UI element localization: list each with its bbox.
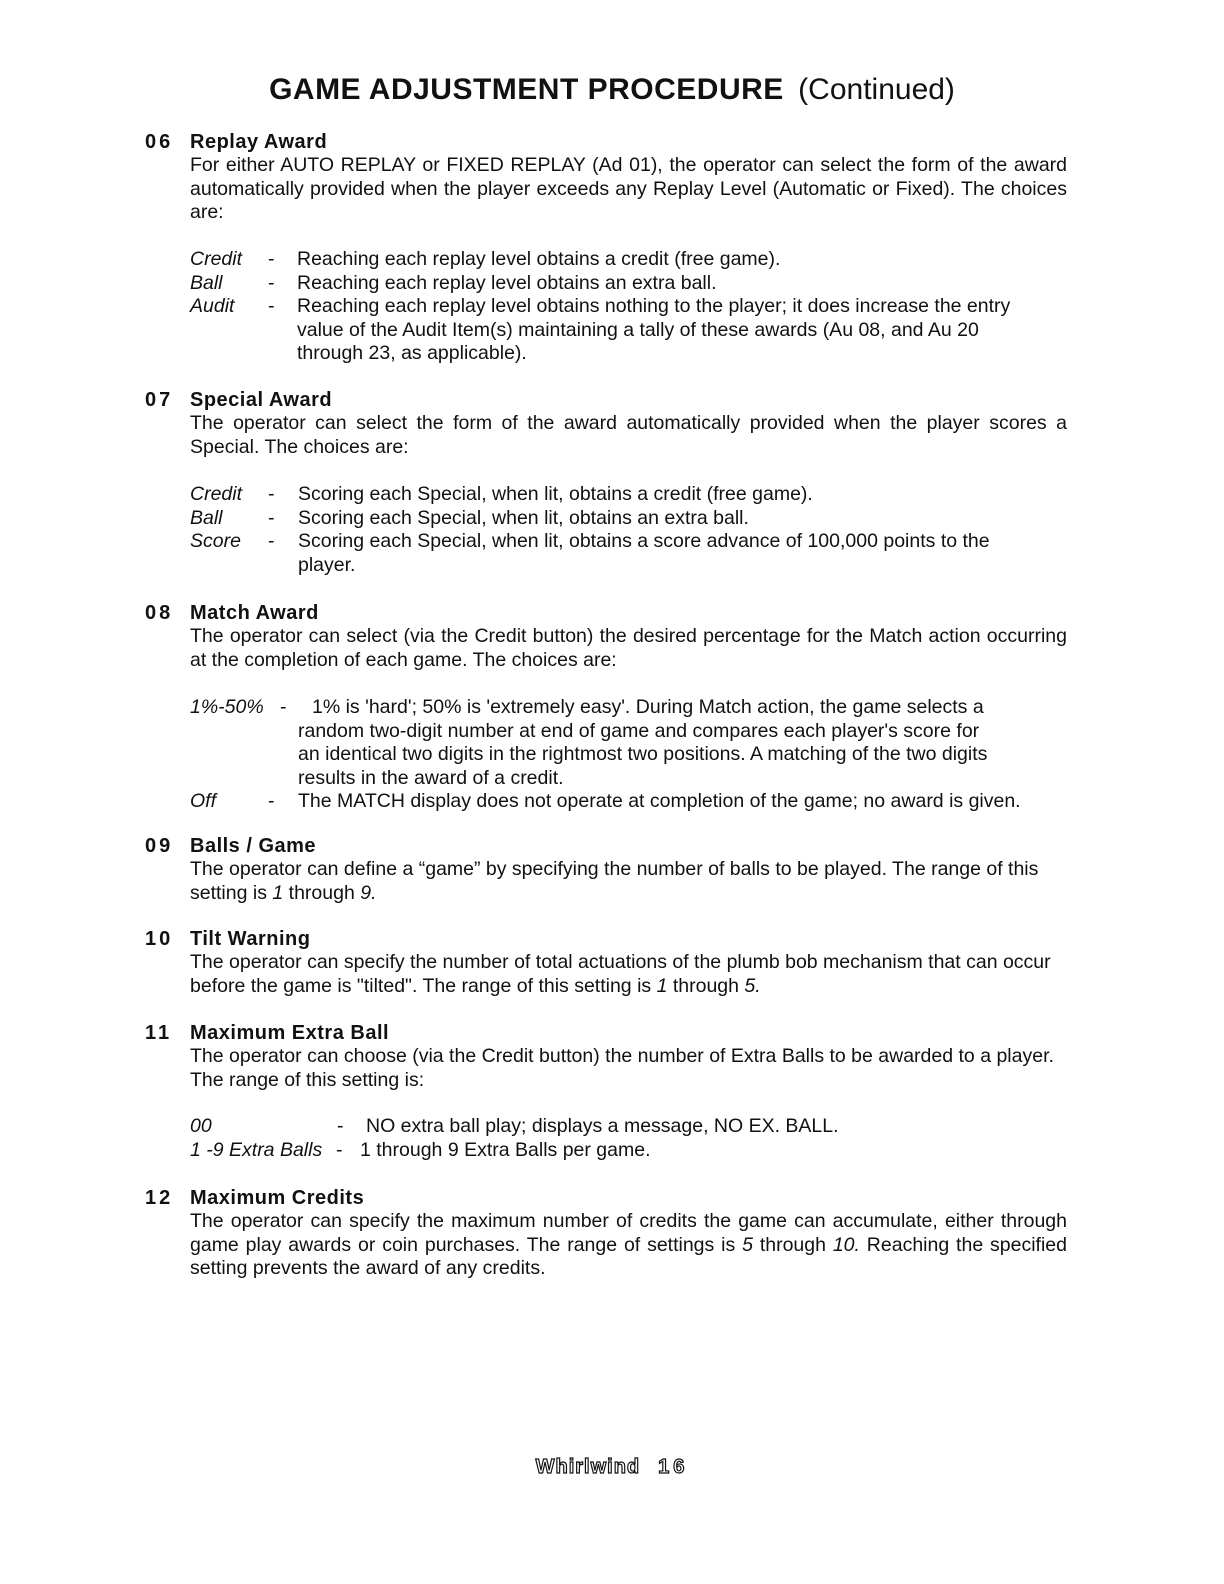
choices-list xyxy=(190,483,1050,577)
choice-item xyxy=(190,248,1050,272)
choice-description: 1% is 'hard'; 50% is 'extremely easy'. During Match action, the game selects a random two-digit number at end of game and compares each player's score for an identical two digits in the rightmost two positions. A matching of the two digits results in the award of a credit. xyxy=(298,696,988,789)
choice-label: 1%-50% xyxy=(190,696,264,718)
choice-description: Reaching each replay level obtains a credit (free game). xyxy=(297,248,781,270)
choice-dash: - xyxy=(336,1138,343,1161)
section-number: 08 xyxy=(145,602,174,624)
description-text: The operator can define a “game” by specifying the number of balls to be played. The range of this setting is xyxy=(190,858,1039,904)
section-description xyxy=(190,1210,1067,1281)
page-footer xyxy=(0,1456,1224,1479)
choice-description: 1 through 9 Extra Balls per game. xyxy=(360,1138,651,1161)
section-description: The operator can choose (via the Credit button) the number of Extra Balls to be awarded to a player. The range of this setting is: xyxy=(190,1045,1054,1091)
section-title: Maximum Credits xyxy=(190,1187,365,1209)
choice-label: Off xyxy=(190,790,217,812)
range-max: 9. xyxy=(360,881,377,904)
choice-label: Credit xyxy=(190,248,243,270)
choice-dash: - xyxy=(268,271,275,294)
choice-dash: - xyxy=(268,530,275,552)
choice-label: 1 -9 Extra Balls xyxy=(190,1138,323,1161)
description-text: The operator can specify the number of total actuations of the plumb bob mechanism that can occur before the game is "tilted". The range of this setting is xyxy=(190,951,1051,997)
choice-dash: - xyxy=(337,1115,344,1137)
choice-description: Scoring each Special, when lit, obtains an extra ball. xyxy=(298,506,749,529)
section-number: 09 xyxy=(145,835,174,857)
page-title-main: GAME ADJUSTMENT PROCEDURE xyxy=(269,73,784,106)
choice-label: Ball xyxy=(190,506,223,529)
choice-item xyxy=(190,295,1050,366)
section-description: The operator can select (via the Credit button) the desired percentage for the Match action occurring at the completion of each game. The choices are: xyxy=(190,625,1067,671)
choice-dash: - xyxy=(280,696,287,718)
choice-item xyxy=(190,272,1050,296)
choice-item xyxy=(190,1115,1050,1139)
choice-description: Scoring each Special, when lit, obtains a score advance of 100,000 points to the player. xyxy=(298,530,990,576)
section-number: 11 xyxy=(145,1022,173,1044)
footer-game-name: Whirlwind xyxy=(535,1456,641,1478)
section-title: Balls / Game xyxy=(190,835,317,857)
section-number: 07 xyxy=(145,389,174,411)
choice-item xyxy=(190,483,1050,507)
section-description xyxy=(190,858,1067,905)
section-number: 10 xyxy=(145,928,174,950)
choice-dash: - xyxy=(268,483,275,505)
range-max: 5. xyxy=(744,974,761,997)
section-description: The operator can select the form of the award automatically provided when the player scores a Special. The choices are: xyxy=(190,412,1067,458)
description-text: through xyxy=(752,1233,833,1256)
section-title: Tilt Warning xyxy=(190,928,311,950)
choice-dash: - xyxy=(268,248,275,270)
page-title-continued: (Continued) xyxy=(798,73,955,106)
section-number: 06 xyxy=(145,131,174,153)
page-title xyxy=(0,70,1224,110)
section-title: Maximum Extra Ball xyxy=(190,1022,390,1044)
description-text: Reaching the specified setting prevents the award of any credits. xyxy=(190,1233,1067,1279)
choice-item xyxy=(190,696,1050,790)
description-text: The operator can specify the maximum number of credits the game can accumulate, either through game play awards or coin purchases. The range of settings is xyxy=(190,1210,1067,1256)
description-text: through xyxy=(283,881,361,904)
choice-item xyxy=(190,790,1050,814)
choices-list xyxy=(190,248,1050,366)
choice-label: Score xyxy=(190,530,241,552)
choice-item xyxy=(190,507,1050,531)
choice-item xyxy=(190,530,1050,577)
choices-list xyxy=(190,1115,1050,1162)
choice-description: Reaching each replay level obtains nothing to the player; it does increase the entry value of the Audit Item(s) maintaining a tally of these awards (Au 08, and Au 20 through 23, as applicable). xyxy=(297,295,1011,364)
choice-dash: - xyxy=(268,295,275,317)
section-title: Match Award xyxy=(190,602,319,624)
description-text: through xyxy=(667,974,745,997)
page-number: 16 xyxy=(658,1456,689,1478)
section-title: Special Award xyxy=(190,389,333,411)
choices-list xyxy=(190,696,1050,814)
range-max: 10. xyxy=(832,1233,860,1256)
section-title: Replay Award xyxy=(190,131,328,153)
section-number: 12 xyxy=(145,1187,174,1209)
choice-item xyxy=(190,1139,1050,1163)
section-description xyxy=(190,951,1067,998)
range-min: 1 xyxy=(656,974,668,997)
section-description: For either AUTO REPLAY or FIXED REPLAY (Ad 01), the operator can select the form of the award automatically provided when the player exceeds any Replay Level (Automatic or Fixed). The choices are: xyxy=(190,154,1067,223)
choice-label: 00 xyxy=(190,1115,212,1137)
choice-description: NO extra ball play; displays a message, NO EX. BALL. xyxy=(366,1115,839,1137)
choice-dash: - xyxy=(268,790,275,812)
range-min: 5 xyxy=(742,1233,753,1256)
choice-description: The MATCH display does not operate at completion of the game; no award is given. xyxy=(298,790,1021,812)
choice-label: Ball xyxy=(190,271,223,294)
choice-description: Scoring each Special, when lit, obtains a credit (free game). xyxy=(298,483,813,505)
choice-description: Reaching each replay level obtains an extra ball. xyxy=(297,271,717,294)
choice-dash: - xyxy=(268,506,275,529)
choice-label: Credit xyxy=(190,483,243,505)
range-min: 1 xyxy=(272,881,284,904)
choice-label: Audit xyxy=(190,295,235,317)
